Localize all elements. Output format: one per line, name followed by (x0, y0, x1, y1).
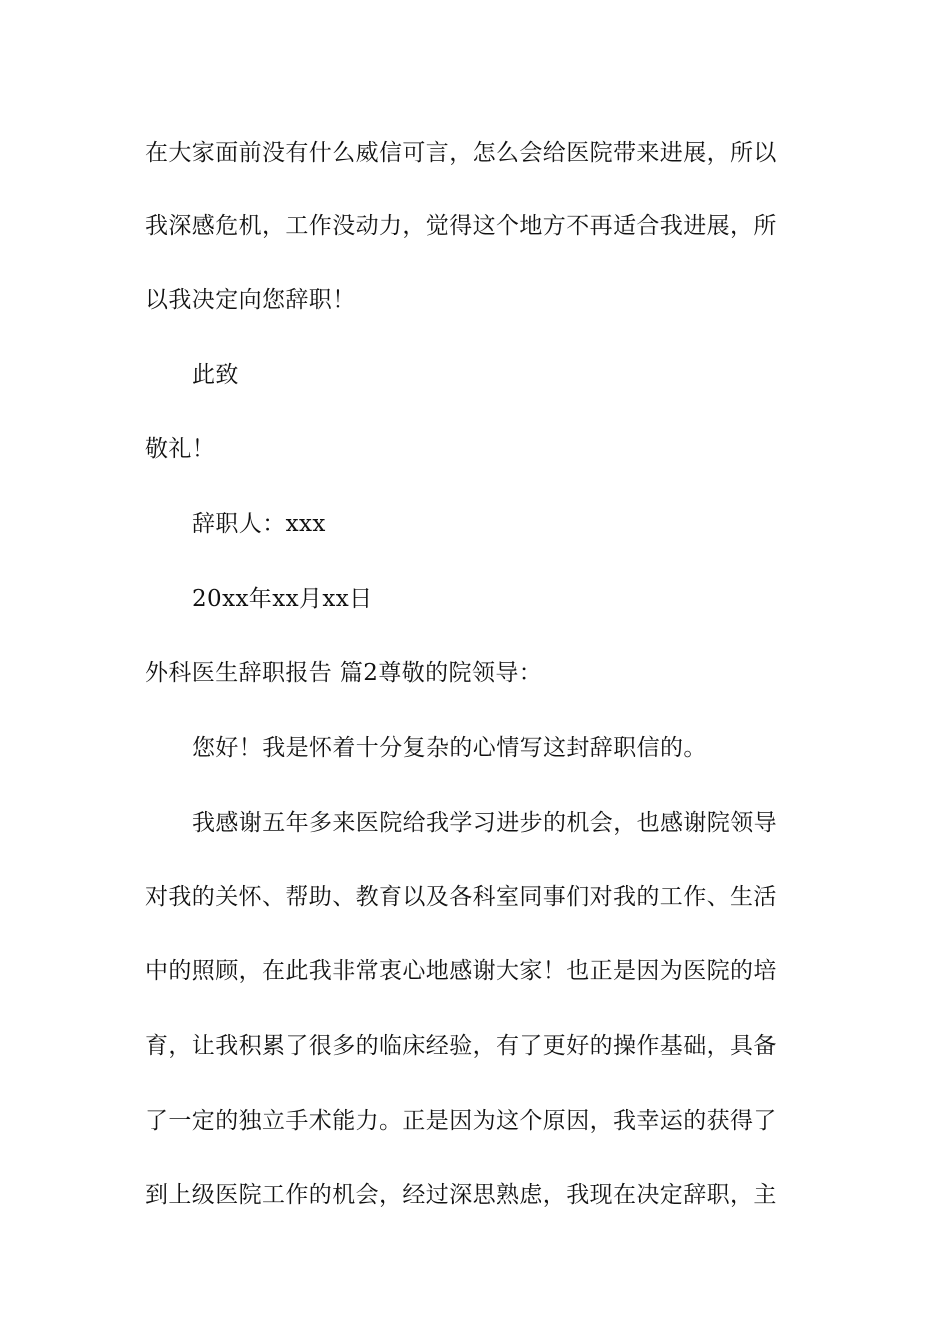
paragraph-line: 对我的关怀、帮助、教育以及各科室同事们对我的工作、生活 (145, 884, 777, 910)
signature-date: 20xx年xx月xx日 (192, 586, 373, 612)
paragraph-line: 我感谢五年多来医院给我学习进步的机会，也感谢院领导 (192, 810, 777, 836)
paragraph-line: 了一定的独立手术能力。正是因为这个原因，我幸运的获得了 (145, 1108, 777, 1134)
paragraph-line: 到上级医院工作的机会，经过深思熟虑，我现在决定辞职，主 (145, 1182, 777, 1208)
paragraph-line: 中的照顾，在此我非常衷心地感谢大家！也正是因为医院的培 (145, 958, 777, 984)
paragraph-line: 育，让我积累了很多的临床经验，有了更好的操作基础，具备 (145, 1033, 777, 1059)
paragraph-line: 以我决定向您辞职！ (145, 287, 356, 313)
paragraph-line: 在大家面前没有什么威信可言，怎么会给医院带来进展，所以 (145, 140, 777, 166)
section-heading: 外科医生辞职报告 篇2尊敬的院领导： (145, 660, 543, 686)
closing-phrase: 此致 (192, 362, 239, 388)
salutation: 敬礼！ (145, 436, 216, 462)
signature-name: 辞职人：xxx (192, 511, 326, 537)
paragraph-line: 我深感危机，工作没动力，觉得这个地方不再适合我进展，所 (145, 213, 777, 239)
greeting: 您好！我是怀着十分复杂的心情写这封辞职信的。 (192, 735, 707, 761)
